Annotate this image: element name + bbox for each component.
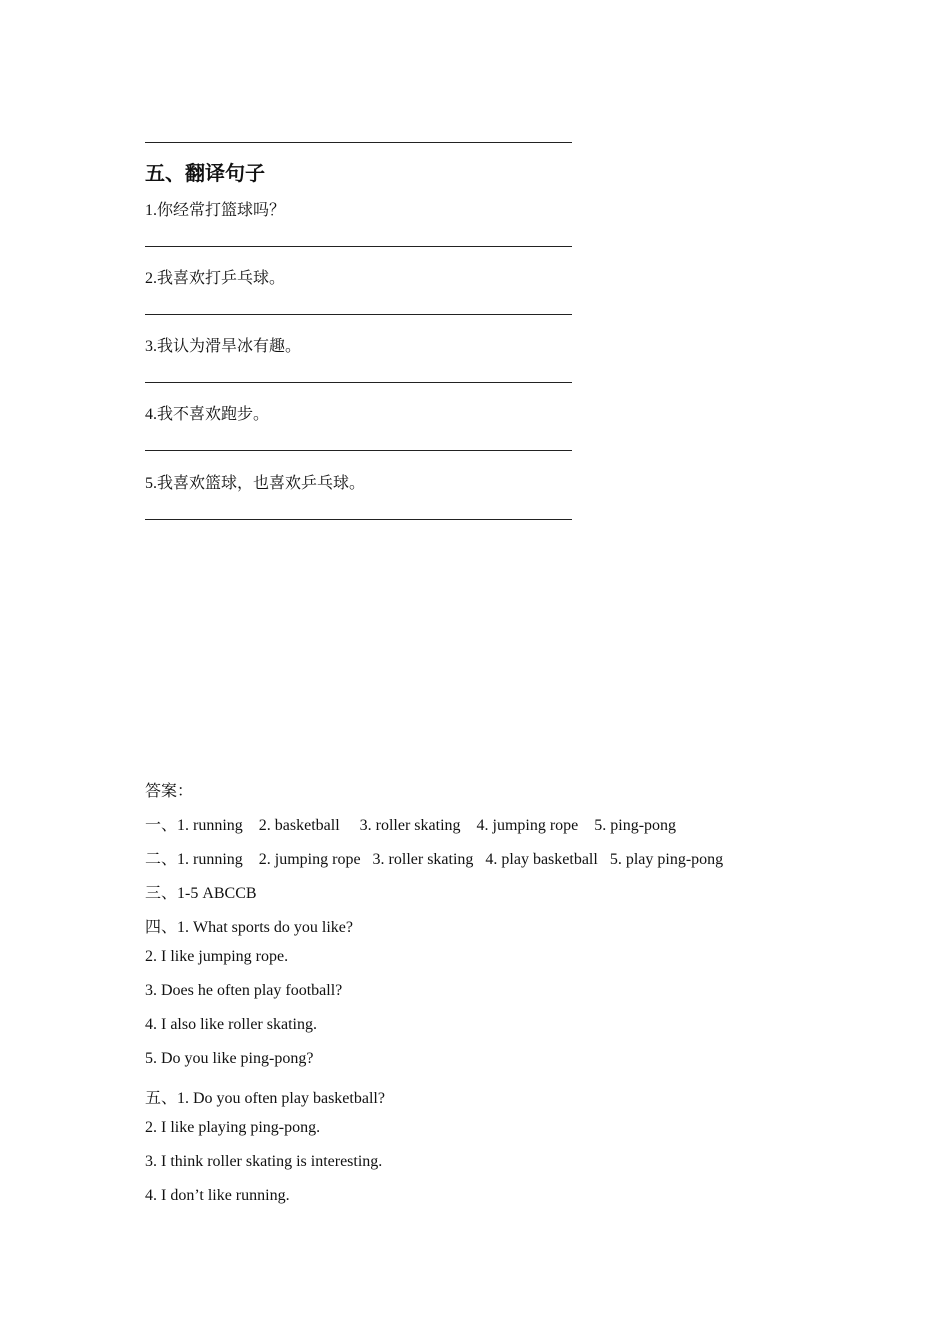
answer-line: 5. Do you like ping-pong? [145,1050,314,1067]
answer-line-1 [145,246,572,247]
answer-line: 五、1. Do you often play basketball? [145,1090,385,1107]
question-2: 2.我喜欢打乒乓球。 [145,270,286,287]
answer-line: 2. I like jumping rope. [145,948,289,965]
answer-line: 四、1. What sports do you like? [145,919,353,936]
answers-label: 答案： [145,783,194,800]
answer-line: 3. I think roller skating is interesting. [145,1153,383,1170]
answer-line-top [145,142,572,143]
question-5: 5.我喜欢篮球，也喜欢乒乓球。 [145,475,366,492]
answer-line-2 [145,314,572,315]
answer-line: 4. I don’t like running. [145,1187,290,1204]
question-1: 1.你经常打篮球吗？ [145,202,286,219]
answer-line: 4. I also like roller skating. [145,1016,317,1033]
answer-line: 二、1. running 2. jumping rope 3. roller skating 4. play basketball 5. play ping-pong [145,851,724,868]
answer-line: 一、1. running 2. basketball 3. roller skating 4. jumping rope 5. ping-pong [145,817,677,834]
section-heading: 五、翻译句子 [145,161,265,185]
question-3: 3.我认为滑旱冰有趣。 [145,338,302,355]
answer-line: 2. I like playing ping-pong. [145,1119,321,1136]
question-4: 4.我不喜欢跑步。 [145,406,270,423]
answer-line-3 [145,382,572,383]
answer-line: 三、1-5 ABCCB [145,885,257,902]
answer-line: 3. Does he often play football? [145,982,343,999]
answer-line-5 [145,519,572,520]
answer-line-4 [145,450,572,451]
